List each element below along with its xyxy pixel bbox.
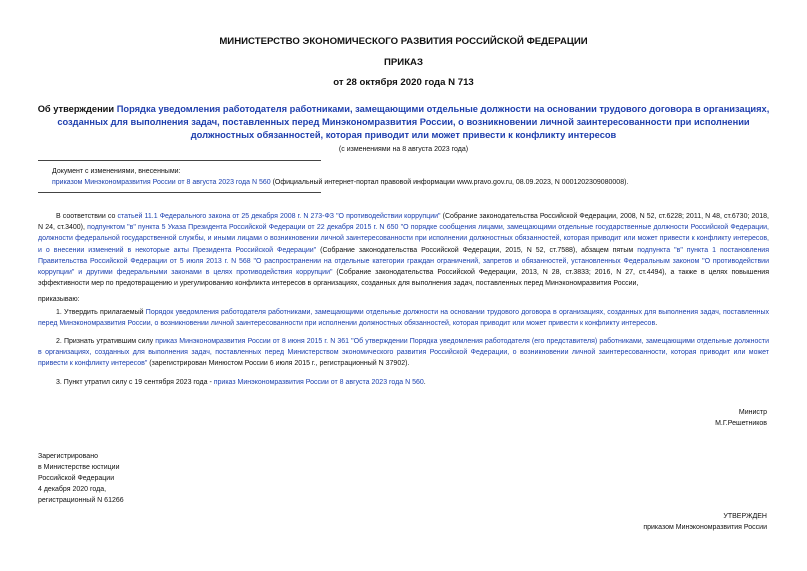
- doc-changes-block: [52, 166, 752, 188]
- document-title: [30, 103, 777, 142]
- divider-bottom: [38, 192, 321, 193]
- item-2-paragraph: [38, 336, 769, 370]
- preamble-paragraph: [38, 211, 769, 289]
- government-resolution-link[interactable]: подпункта "в" пункта 1 постановления Правительства Российской Федерации от 5 июля 2013 г. N 568 "О распространении на отдельные категории граждан ограничений, запретов и обязанностей, установленных Федеральным законом "О противодействии коррупции" и другими федеральными законами в целях противодействия коррупции": [38, 246, 770, 277]
- item-2-text: 2. Признать утратившим силу: [56, 338, 156, 345]
- registration-date: 4 декабря 2020 года,: [38, 486, 107, 493]
- item-1-text: 1. Утвердить прилагаемый: [56, 309, 146, 316]
- item-1-end: .: [655, 320, 658, 328]
- approved-procedure-link[interactable]: Порядок уведомления работодателя работниками, замещающими отдельные должности на основании трудового договора в организациях, созданных для выполнения задач, поставленных перед Минэкономразвития России, о возникновении личной заинтересованности при исполнении должностных обязанностей, которая приводит или может привести к конфликту интересов: [38, 309, 770, 328]
- preamble-text-4: (Собрание законодательства Российской Федерации, 2013, N 28, ст.3833; 2016, N 27, ст.4494), а также в целях повышения эффективности мер по предотвращению и урегулированию конфликта интересов в организациях, созданных для выполнения задач, поставленных перед Минэкономразвития России,: [38, 269, 769, 288]
- amending-order-link[interactable]: приказом Минэкономразвития России от 8 августа 2023 года N 560: [52, 179, 271, 186]
- item-3-order-link[interactable]: приказ Минэкономразвития России от 8 августа 2023 года N 560: [213, 379, 424, 386]
- revision-note: (с изменениями на 8 августа 2023 года): [338, 146, 469, 153]
- item-1-paragraph: [38, 307, 769, 329]
- approved-block: [643, 511, 767, 533]
- registration-number: регистрационный N 61266: [38, 497, 124, 504]
- item-2-registration: (зарегистрирован Минюстом России 6 июля 2015 г., регистрационный N 37902).: [147, 360, 410, 368]
- repealed-order-link[interactable]: приказ Минэкономразвития России от 8 июня 2015 г. N 361 "Об утверждении Порядка уведомления работодателя (его представителя) работниками, замещающими отдельные должности в организациях, созданных для выполнения задач, поставленных перед Министерством экономического развития Российской Федерации, о возникновении личной заинтересованности, которая приводит или может привести к конфликту интересов": [38, 338, 769, 368]
- registration-block: [38, 451, 124, 506]
- doc-type-heading: ПРИКАЗ: [384, 57, 423, 68]
- item-3-text: 3. Пункт утратил силу с 19 сентября 2023 года -: [56, 379, 214, 386]
- approved-label: УТВЕРЖДЕН: [723, 513, 767, 520]
- registration-line: Российской Федерации: [38, 475, 115, 482]
- signature-name: М.Г.Решетников: [715, 420, 767, 427]
- date-number-heading: от 28 октября 2020 года N 713: [333, 77, 474, 88]
- item-3-paragraph: [38, 377, 769, 388]
- presidential-decree-link[interactable]: подпунктом "в" пункта 5 Указа Президента Российской Федерации от 22 декабря 2015 г. N 650 "О порядке сообщения лицами, замещающими отдельные государственные должности Российской Федерации, должности федеральной государственной службы, и иными лицами о возникновении личной заинтересованности при исполнении должностных обязанностей, которая приводит или может привести к конфликту интересов, и о внесении изменений в некоторые акты Президента Российской Федерации": [38, 224, 769, 254]
- registration-line: в Министерстве юстиции: [38, 464, 120, 471]
- signature-block: [715, 407, 767, 429]
- item-3-end: .: [423, 379, 426, 386]
- preamble-text-2: (Собрание законодательства Российской Федерации, 2008, N 52, ст.6228; 2011, N 48, ст.6730; 2018, N 24, ст.3400),: [38, 213, 769, 232]
- title-order-link[interactable]: Порядка уведомления работодателя работниками, замещающими отдельные должности на основании трудового договора в организациях, созданных для выполнения задач, поставленных перед Минэкономразвития России, о возникновении личной заинтересованности при исполнении должностных обязанностей, которая приводит или может привести к конфликту интересов: [57, 104, 770, 140]
- preamble-text-1: В соответствии со: [56, 213, 118, 220]
- ministry-heading: МИНИСТЕРСТВО ЭКОНОМИЧЕСКОГО РАЗВИТИЯ РОССИЙСКОЙ ФЕДЕРАЦИИ: [219, 36, 588, 47]
- anticorruption-law-link[interactable]: статьей 11.1 Федерального закона от 25 декабря 2008 г. N 273-ФЗ "О противодействии коррупции": [117, 213, 441, 220]
- title-prefix: Об утверждении: [37, 104, 117, 114]
- preamble-text-3: (Собрание законодательства Российской Федерации, 2015, N 52, ст.7588), абзацем пятым: [316, 246, 638, 254]
- orders-word: приказываю:: [38, 296, 80, 303]
- registration-line: Зарегистрировано: [38, 453, 98, 460]
- divider-top: [38, 160, 321, 161]
- signature-position: Министр: [738, 409, 767, 416]
- doc-changes-label: Документ с изменениями, внесенными:: [52, 168, 181, 175]
- doc-changes-source: (Официальный интернет-портал правовой информации www.pravo.gov.ru, 08.09.2023, N 0001202309080008).: [270, 179, 629, 186]
- approved-by: приказом Минэкономразвития России: [643, 524, 767, 531]
